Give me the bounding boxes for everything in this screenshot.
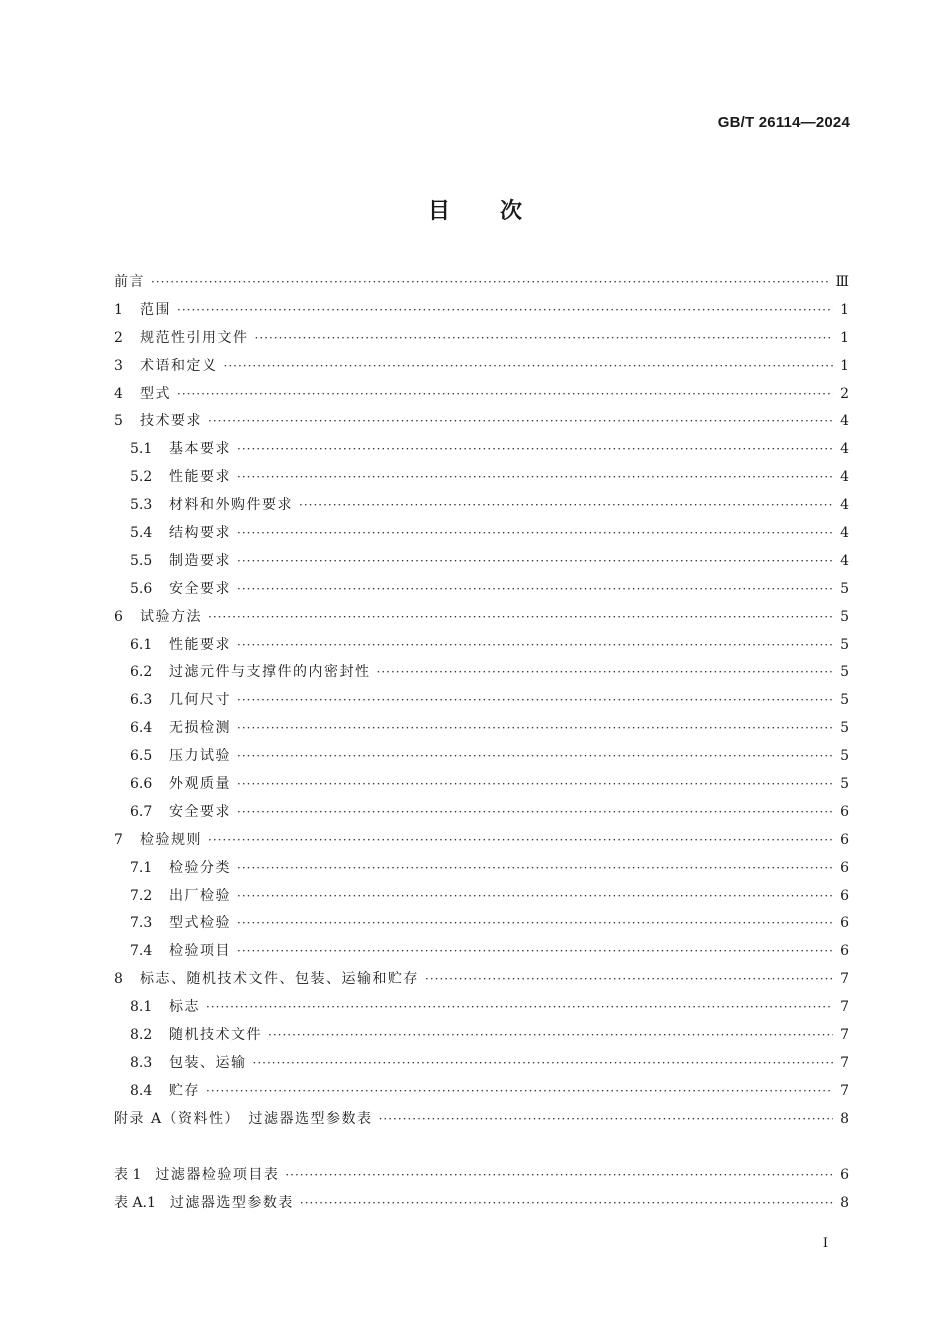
dot-leader: [237, 632, 833, 660]
toc-entry-title: 规范性引用文件: [140, 329, 249, 346]
toc-entry-title: 包装、运输: [169, 1054, 247, 1071]
toc-entry-page: 1: [840, 329, 849, 346]
toc-entry-page: 5: [840, 748, 849, 765]
toc-entry-page: Ⅲ: [835, 274, 849, 290]
toc-entry-number: 5.3: [130, 497, 153, 514]
toc-entry[interactable]: [114, 604, 849, 632]
dot-leader: [208, 604, 833, 632]
toc-entry-number: 6.2: [130, 664, 153, 681]
toc-entry-title: 附录 A（资料性） 过滤器选型参数表: [114, 1110, 373, 1127]
toc-entry-title: 贮存: [169, 1082, 200, 1099]
dot-leader: [237, 799, 833, 827]
toc-entry[interactable]: [114, 771, 849, 799]
dot-leader: [206, 994, 833, 1022]
toc-entry[interactable]: [114, 381, 849, 409]
toc-entry-page: 5: [840, 664, 849, 681]
toc-entry[interactable]: [114, 520, 849, 548]
toc-entry-page: 1: [840, 301, 849, 318]
dot-leader: [237, 687, 833, 715]
dot-leader: [237, 743, 833, 771]
toc-entry-number: 5.2: [130, 469, 153, 486]
toc-entry-page: 6: [840, 887, 849, 904]
toc-entry-number: 7: [114, 831, 123, 848]
dot-leader: [151, 269, 831, 297]
toc-entry-page: 4: [840, 413, 849, 430]
toc-entry[interactable]: [114, 464, 849, 492]
toc-entry-page: 1: [840, 357, 849, 374]
toc-entry[interactable]: [114, 632, 849, 660]
dot-leader: [300, 1190, 833, 1218]
toc-entry-page: 2: [840, 385, 849, 402]
dot-leader: [208, 827, 833, 855]
dot-leader: [285, 1162, 833, 1190]
toc-entry-number: 5.6: [130, 580, 153, 597]
toc-entry-title: 检验分类: [169, 859, 231, 876]
toc-entry-title: 几何尺寸: [169, 692, 231, 709]
toc-entry-title: 标志、随机技术文件、包装、运输和贮存: [140, 971, 419, 988]
toc-entry-title: 术语和定义: [140, 357, 218, 374]
toc-entry-page: 7: [840, 1082, 849, 1099]
table-list-number: 表 1: [114, 1167, 142, 1183]
toc-entry[interactable]: [114, 687, 849, 715]
toc-entry-number: 8: [114, 971, 123, 988]
toc-entry[interactable]: [114, 994, 849, 1022]
toc-entry-number: 1: [114, 301, 123, 318]
toc-entry[interactable]: [114, 855, 849, 883]
dot-leader: [237, 771, 833, 799]
list-of-tables: [114, 1162, 849, 1218]
toc-entry-page: 4: [840, 497, 849, 514]
toc-entry-page: 7: [840, 1054, 849, 1071]
toc-entry-page: 5: [840, 636, 849, 653]
toc-entry-title: 材料和外购件要求: [169, 497, 293, 514]
toc-entry-number: 7.3: [130, 915, 153, 932]
table-list-entry[interactable]: [114, 1162, 849, 1190]
toc-entry-page: 6: [840, 915, 849, 932]
toc-entry[interactable]: [114, 297, 849, 325]
toc-entry[interactable]: [114, 492, 849, 520]
dot-leader: [237, 715, 833, 743]
toc-entry-page: 6: [840, 859, 849, 876]
toc-entry-number: 8.2: [130, 1027, 153, 1044]
toc-entry-title: 性能要求: [169, 469, 231, 486]
toc-entry-number: 6: [114, 608, 123, 625]
toc-entry-page: 4: [840, 469, 849, 486]
dot-leader: [425, 966, 833, 994]
toc-entry-number: 7.4: [130, 943, 153, 960]
toc-entry-title: 范围: [140, 301, 171, 318]
toc-entry-number: 6.7: [130, 803, 153, 820]
toc-entry-title: 随机技术文件: [169, 1027, 262, 1044]
toc-entry-number: 3: [114, 357, 123, 374]
toc-entry[interactable]: [114, 269, 849, 297]
toc-entry-title: 性能要求: [169, 636, 231, 653]
toc-entry-title: 过滤元件与支撑件的内密封性: [169, 664, 371, 681]
toc-entry[interactable]: [114, 659, 849, 687]
toc-entry-number: 6.3: [130, 692, 153, 709]
dot-leader: [237, 464, 833, 492]
toc-entry[interactable]: [114, 408, 849, 436]
toc-entry-title: 安全要求: [169, 803, 231, 820]
toc-entry-number: 5.4: [130, 525, 153, 542]
toc-entry-title: 型式检验: [169, 915, 231, 932]
toc-entry-title: 检验项目: [169, 943, 231, 960]
toc-entry-number: 5: [114, 413, 123, 430]
toc-entry-page: 5: [840, 608, 849, 625]
dot-leader: [177, 297, 833, 325]
table-list-page: 8: [840, 1194, 849, 1211]
toc-entry-number: 5.5: [130, 552, 153, 569]
page-number: I: [822, 1236, 828, 1251]
toc-entry[interactable]: [114, 325, 849, 353]
dot-leader: [237, 910, 833, 938]
dot-leader: [208, 408, 833, 436]
toc-entry-title: 标志: [169, 999, 200, 1016]
toc-entry[interactable]: [114, 966, 849, 994]
toc-entry-page: 6: [840, 943, 849, 960]
toc-entry-number: 6.4: [130, 720, 153, 737]
toc-entry-page: 7: [840, 1027, 849, 1044]
toc-entry[interactable]: [114, 743, 849, 771]
table-list-title: 过滤器选型参数表: [169, 1194, 294, 1211]
toc-entry-number: 7.2: [130, 887, 153, 904]
toc-entry-title: 基本要求: [169, 441, 231, 458]
toc-entry-title: 技术要求: [140, 413, 202, 430]
toc-entry[interactable]: [114, 1106, 849, 1134]
toc-entry-page: 8: [840, 1110, 849, 1127]
toc-entry-number: 8.1: [130, 999, 153, 1016]
toc-entry-title: 出厂检验: [169, 887, 231, 904]
toc-entry-number: 8.3: [130, 1054, 153, 1071]
toc-entry-number: 2: [114, 329, 123, 346]
toc-entry[interactable]: [114, 548, 849, 576]
toc-entry-title: 制造要求: [169, 552, 231, 569]
toc-entry-page: 4: [840, 552, 849, 569]
toc-entry-number: 6.6: [130, 776, 153, 793]
toc-entry-title: 安全要求: [169, 580, 231, 597]
table-list-number: 表 A.1: [114, 1194, 156, 1211]
toc-entry-number: 5.1: [130, 441, 153, 458]
toc-entry[interactable]: [114, 436, 849, 464]
toc-entry[interactable]: [114, 1050, 849, 1078]
dot-leader: [237, 938, 833, 966]
dot-leader: [224, 353, 834, 381]
standard-number: GB/T 26114—2024: [717, 114, 850, 131]
toc-entry[interactable]: [114, 883, 849, 911]
dot-leader: [237, 855, 833, 883]
table-list-entry[interactable]: [114, 1190, 849, 1218]
toc-entry-title: 外观质量: [169, 776, 231, 793]
dot-leader: [237, 548, 833, 576]
dot-leader: [268, 1022, 833, 1050]
dot-leader: [379, 1106, 833, 1134]
toc-entry[interactable]: [114, 799, 849, 827]
toc-entry-title: 压力试验: [169, 748, 231, 765]
toc-entry-page: 4: [840, 525, 849, 542]
toc-entry[interactable]: [114, 576, 849, 604]
toc-entry-title: 无损检测: [169, 720, 231, 737]
toc-entry-page: 7: [840, 999, 849, 1016]
dot-leader: [299, 492, 833, 520]
toc-entry-number: 6.1: [130, 636, 153, 653]
toc-entry-number: 7.1: [130, 859, 153, 876]
toc-entry-page: 7: [840, 971, 849, 988]
table-list-page: 6: [840, 1167, 849, 1183]
dot-leader: [253, 1050, 834, 1078]
dot-leader: [206, 1078, 833, 1106]
toc-entry-number: 6.5: [130, 748, 153, 765]
toc-entry-number: 8.4: [130, 1082, 153, 1099]
page-title-part1: 目: [427, 199, 450, 224]
table-of-contents: [114, 269, 849, 1134]
toc-entry[interactable]: [114, 1078, 849, 1106]
dot-leader: [237, 883, 833, 911]
dot-leader: [237, 436, 833, 464]
toc-entry-title: 试验方法: [140, 608, 202, 625]
toc-entry-page: 5: [840, 692, 849, 709]
toc-entry[interactable]: [114, 827, 849, 855]
toc-entry-page: 5: [840, 720, 849, 737]
toc-entry[interactable]: [114, 910, 849, 938]
page-title-part2: 次: [500, 199, 523, 224]
dot-leader: [237, 520, 833, 548]
dot-leader: [237, 576, 833, 604]
dot-leader: [377, 659, 834, 687]
dot-leader: [255, 325, 834, 353]
toc-entry-page: 6: [840, 831, 849, 848]
toc-entry[interactable]: [114, 938, 849, 966]
toc-entry-number: 4: [114, 385, 123, 402]
toc-entry[interactable]: [114, 353, 849, 381]
toc-entry-title: 型式: [140, 385, 171, 402]
toc-entry-page: 5: [840, 776, 849, 793]
toc-entry[interactable]: [114, 1022, 849, 1050]
toc-entry-title: 结构要求: [169, 525, 231, 542]
toc-entry[interactable]: [114, 715, 849, 743]
toc-entry-page: 5: [840, 580, 849, 597]
toc-entry-title: 前言: [114, 274, 145, 290]
toc-entry-title: 检验规则: [140, 831, 202, 848]
table-list-title: 过滤器检验项目表: [155, 1167, 280, 1183]
page-title: [0, 194, 950, 225]
dot-leader: [177, 381, 833, 409]
toc-entry-page: 4: [840, 441, 849, 458]
toc-entry-page: 6: [840, 803, 849, 820]
